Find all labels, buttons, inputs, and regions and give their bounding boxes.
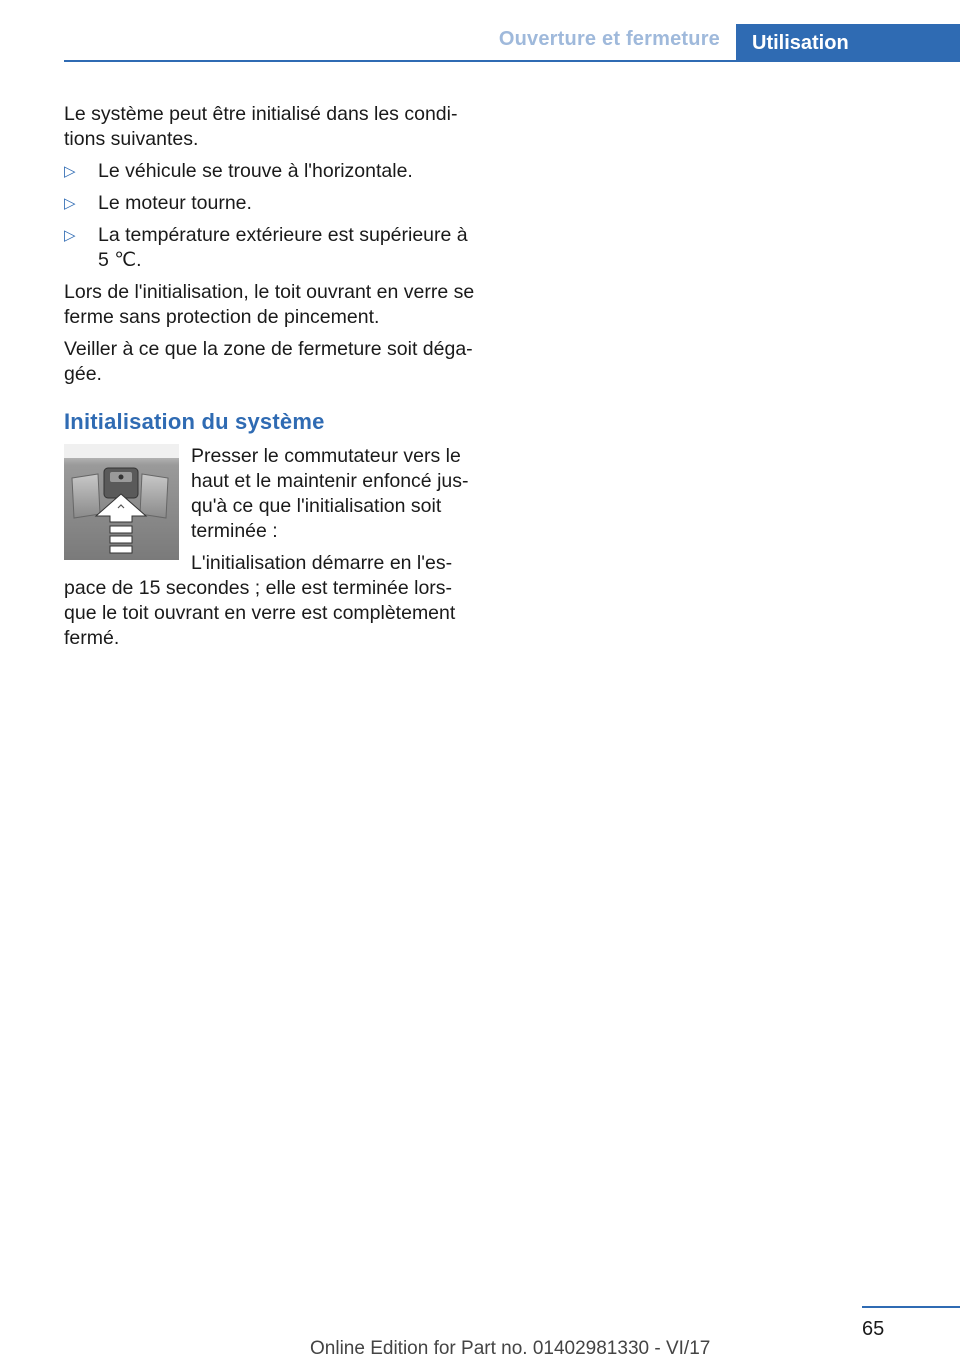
list-item	[64, 159, 478, 184]
page-content	[64, 102, 478, 658]
triangle-bullet-icon: ▷	[64, 163, 76, 180]
result-paragraph: L'initialisation démarre en l'es-pace de 15 secondes ; elle est terminée lors-que le toit ouvrant en verre est complètement fermé.	[64, 552, 456, 649]
list-item	[64, 191, 478, 216]
roof-switch-illustration	[64, 444, 179, 560]
list-item	[64, 223, 478, 273]
intro-paragraph: Le système peut être initialisé dans les condi-tions suivantes.	[64, 103, 458, 150]
page-number: 65	[862, 1318, 885, 1340]
list-item-text: Le moteur tourne.	[98, 192, 252, 214]
conditions-list	[64, 159, 478, 273]
section-heading: Initialisation du système	[64, 409, 325, 434]
clear-zone-paragraph: Veiller à ce que la zone de fermeture soit déga-gée.	[64, 338, 473, 385]
header-chapter-tab: Utilisation	[736, 24, 960, 62]
edition-footer: Online Edition for Part no. 01402981330 - VI/17	[310, 1338, 711, 1359]
header-section-title: Ouverture et fermeture	[498, 28, 720, 50]
list-item-text: Le véhicule se trouve à l'horizontale.	[98, 160, 413, 182]
triangle-bullet-icon: ▷	[64, 195, 76, 212]
triangle-bullet-icon: ▷	[64, 227, 76, 244]
pinch-warning-paragraph: Lors de l'initialisation, le toit ouvrant en verre se ferme sans protection de pincement.	[64, 281, 475, 328]
list-item-text: La température extérieure est supérieure à 5 ℃.	[98, 224, 468, 271]
instruction-paragraph: Presser le commutateur vers le haut et le maintenir enfoncé jus-qu'à ce que l'initialisation soit terminée :	[191, 445, 469, 542]
footer-rule	[862, 1306, 960, 1308]
page-header	[0, 24, 960, 62]
